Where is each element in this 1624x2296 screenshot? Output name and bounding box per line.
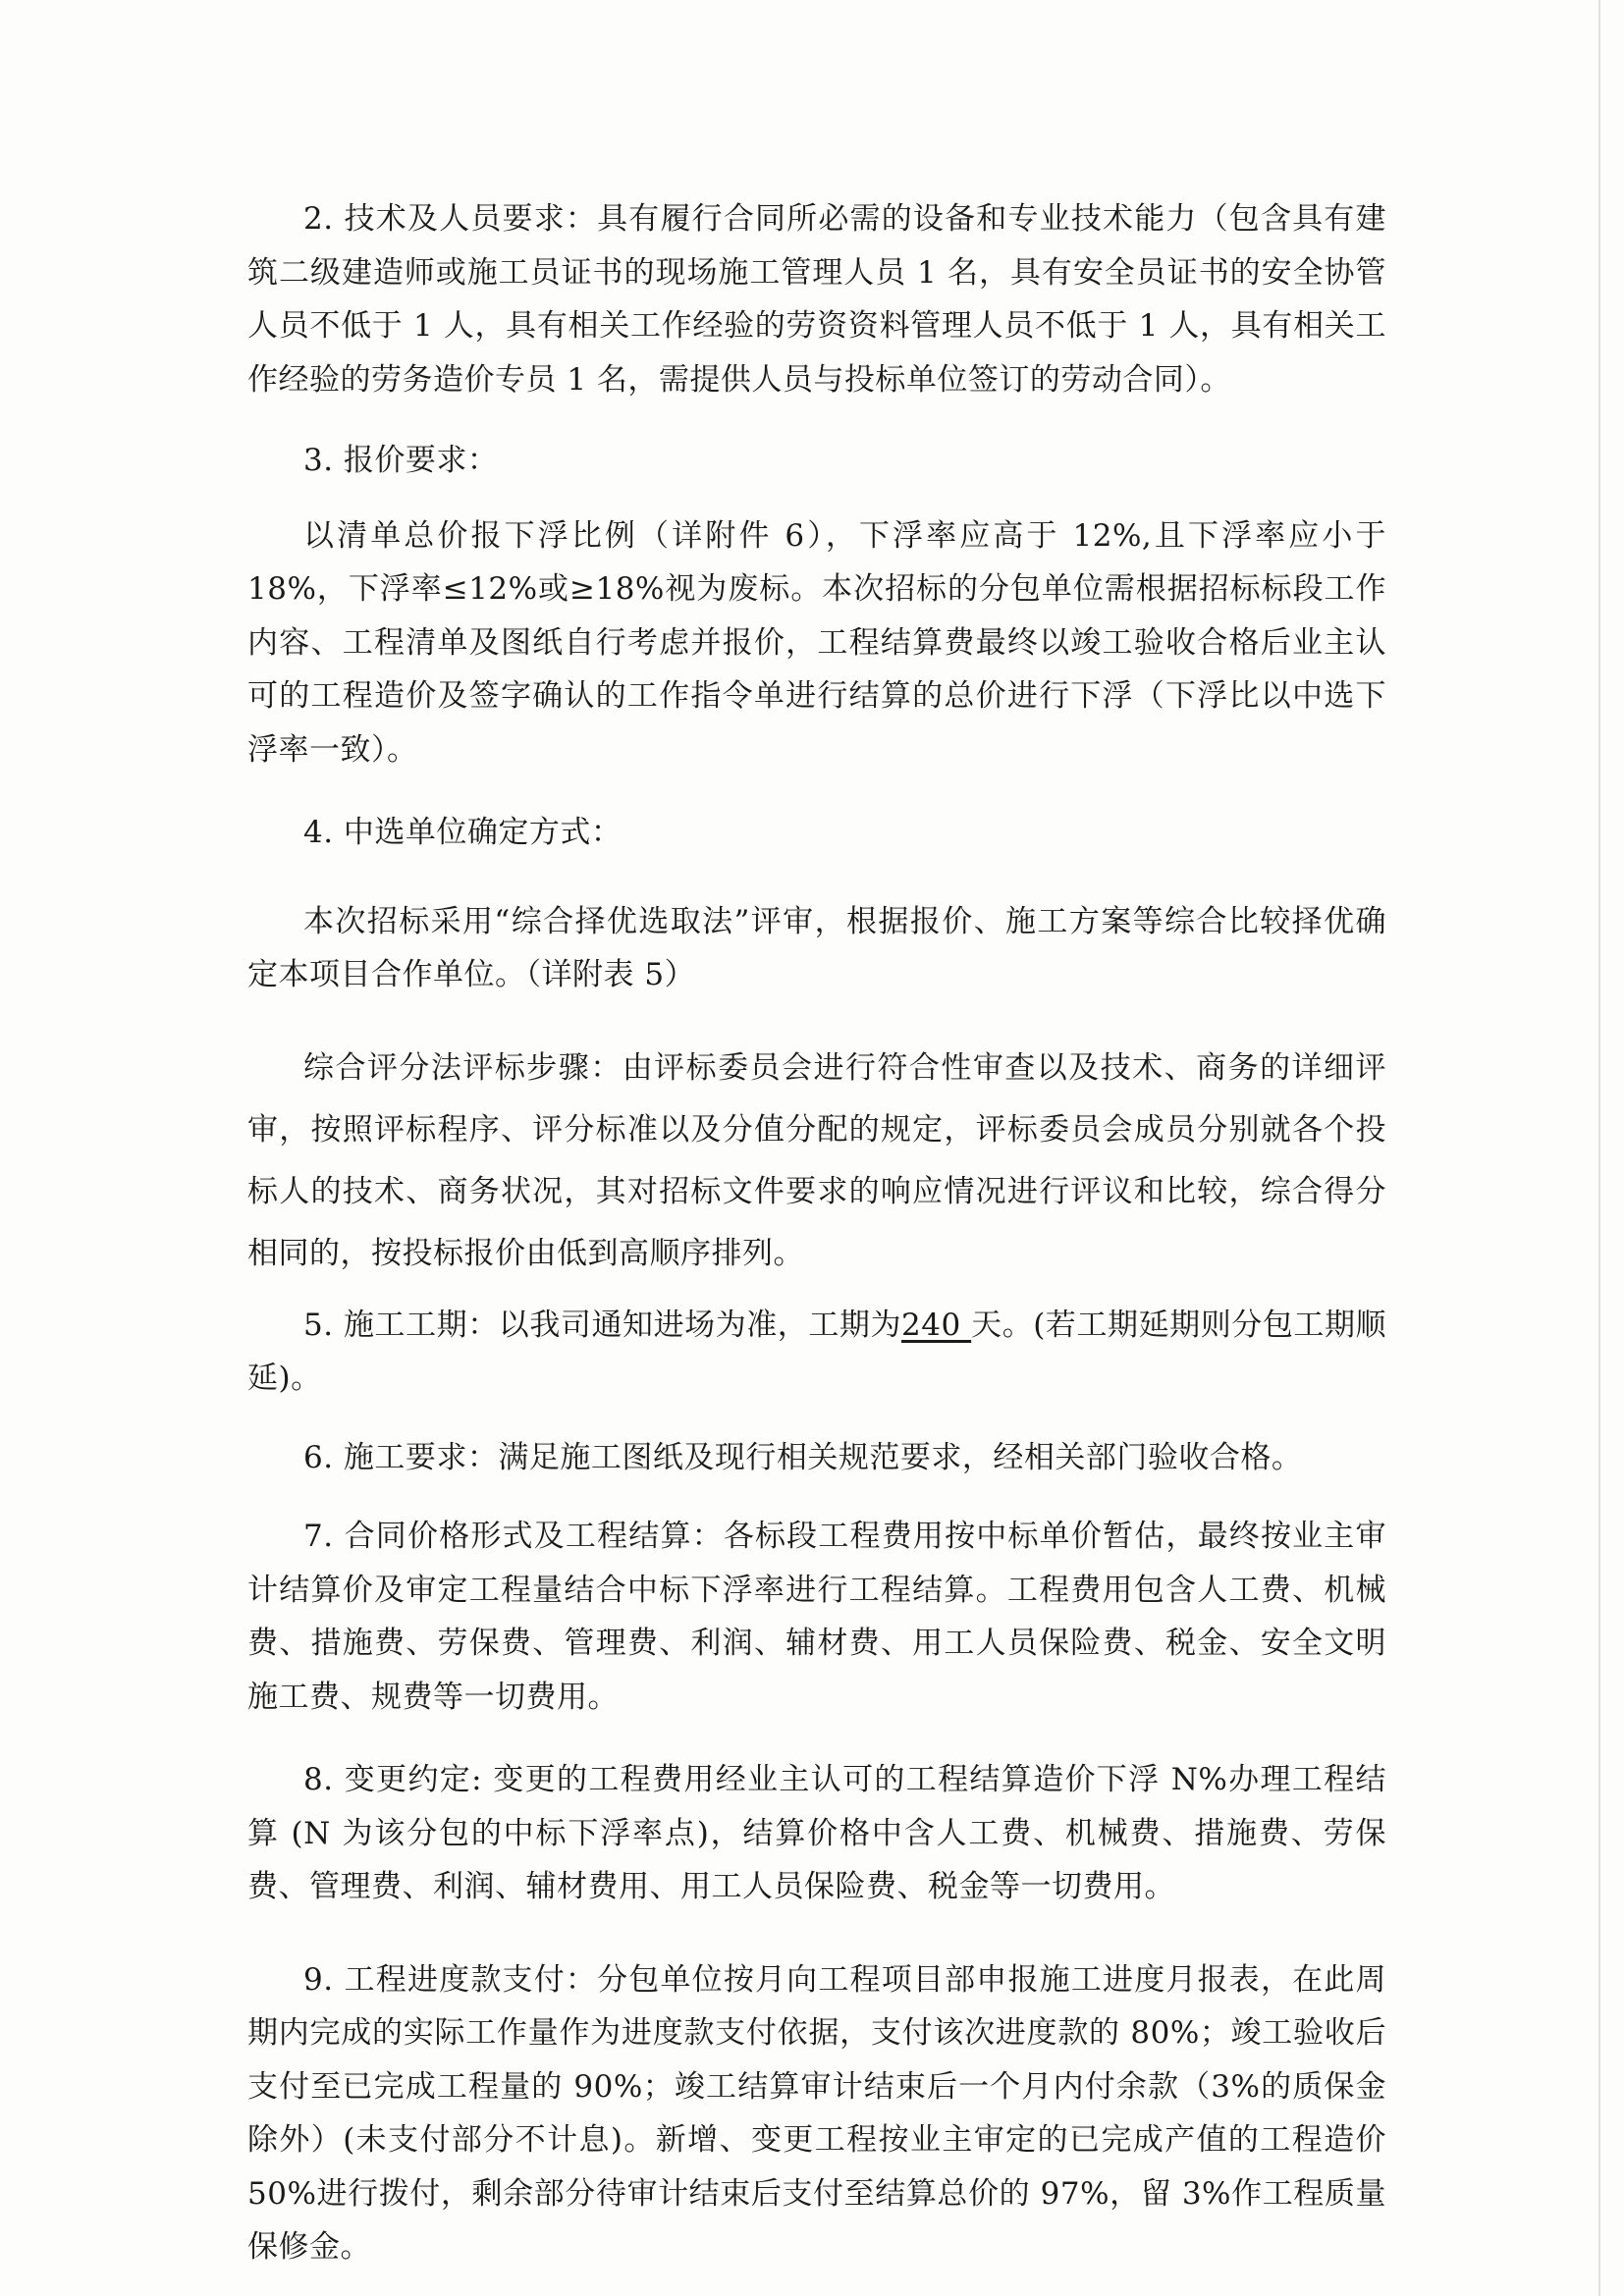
scan-edge-line [1598,0,1600,2296]
paragraph-construction-requirements: 6. 施工要求：满足施工图纸及现行相关规范要求，经相关部门验收合格。 [303,1439,1303,1475]
paragraph-selection-method: 本次招标采用“综合择优选取法”评审，根据报价、施工方案等综合比较择优确定本项目合作单位。（详附表 5） [247,903,1386,992]
paragraph-evaluation-steps: 综合评分法评标步骤：由评标委员会进行符合性审查以及技术、商务的详细评审，按照评标程序、评分标准以及分值分配的规定，评标委员会成员分别就各个投标人的技术、商务状况，其对招标文件要求的响应情况进行评议和比较，综合得分相同的，按投标报价由低到高顺序排列。 [247,1049,1386,1271]
paragraph-contract-price-settlement: 7. 合同价格形式及工程结算：各标段工程费用按中标单价暂估，最终按业主审计结算价及审定工程量结合中标下浮率进行工程结算。工程费用包含人工费、机械费、措施费、劳保费、管理费、利润、辅材费、用工人员保险费、税金、安全文明施工费、规费等一切费用。 [247,1519,1386,1715]
document-body [247,192,1386,2274]
paragraph-construction-period [247,1299,1386,1406]
paragraph-change-agreement: 8. 变更约定: 变更的工程费用经业主认可的工程结算造价下浮 N%办理工程结算 (N 为该分包的中标下浮率点)，结算价格中含人工费、机械费、措施费、劳保费、管理费、利润、辅材费用、用工人员保险费、税金等一切费用。 [247,1762,1386,1904]
construction-period-prefix: 5. 施工工期：以我司通知进场为准，工期为 [303,1307,902,1343]
paragraph-quotation-requirements: 以清单总价报下浮比例（详附件 6），下浮率应高于 12%,且下浮率应小于 18%，下浮率≤12%或≥18%视为废标。本次招标的分包单位需根据招标标段工作内容、工程清单及图纸自行考虑并报价，工程结算费最终以竣工验收合格后业主认可的工程造价及签字确认的工作指令单进行结算的总价进行下浮（下浮比以中选下浮率一致）。 [247,517,1386,768]
paragraph-progress-payment: 9. 工程进度款支付：分包单位按月向工程项目部申报施工进度月报表，在此周期内完成的实际工作量作为进度款支付依据，支付该次进度款的 80%；竣工验收后支付至已完成工程量的 90%；竣工结算审计结束后一个月内付余款（3%的质保金除外）(未支付部分不计息)。新增、变更工程按业主审定的已完成产值的工程造价 50%进行拨付，剩余部分待审计结束后支付至结算总价的 97%，留 3%作工程质量保修金。 [247,1961,1386,2265]
heading-selection-method: 4. 中选单位确定方式： [303,815,623,850]
construction-period-suffix: 天。(若工期延期则分包工期顺延)。 [247,1307,1386,1396]
heading-quotation-requirements: 3. 报价要求： [303,443,499,478]
construction-period-days: 240 [901,1307,972,1343]
paragraph-technical-personnel-requirements: 2. 技术及人员要求：具有履行合同所必需的设备和专业技术能力（包含具有建筑二级建造师或施工员证书的现场施工管理人员 1 名，具有安全员证书的安全协管人员不低于 1 人，具有相关工作经验的劳资资料管理人员不低于 1 人，具有相关工作经验的劳务造价专员 1 名，需提供人员与投标单位签订的劳动合同）。 [247,201,1386,398]
